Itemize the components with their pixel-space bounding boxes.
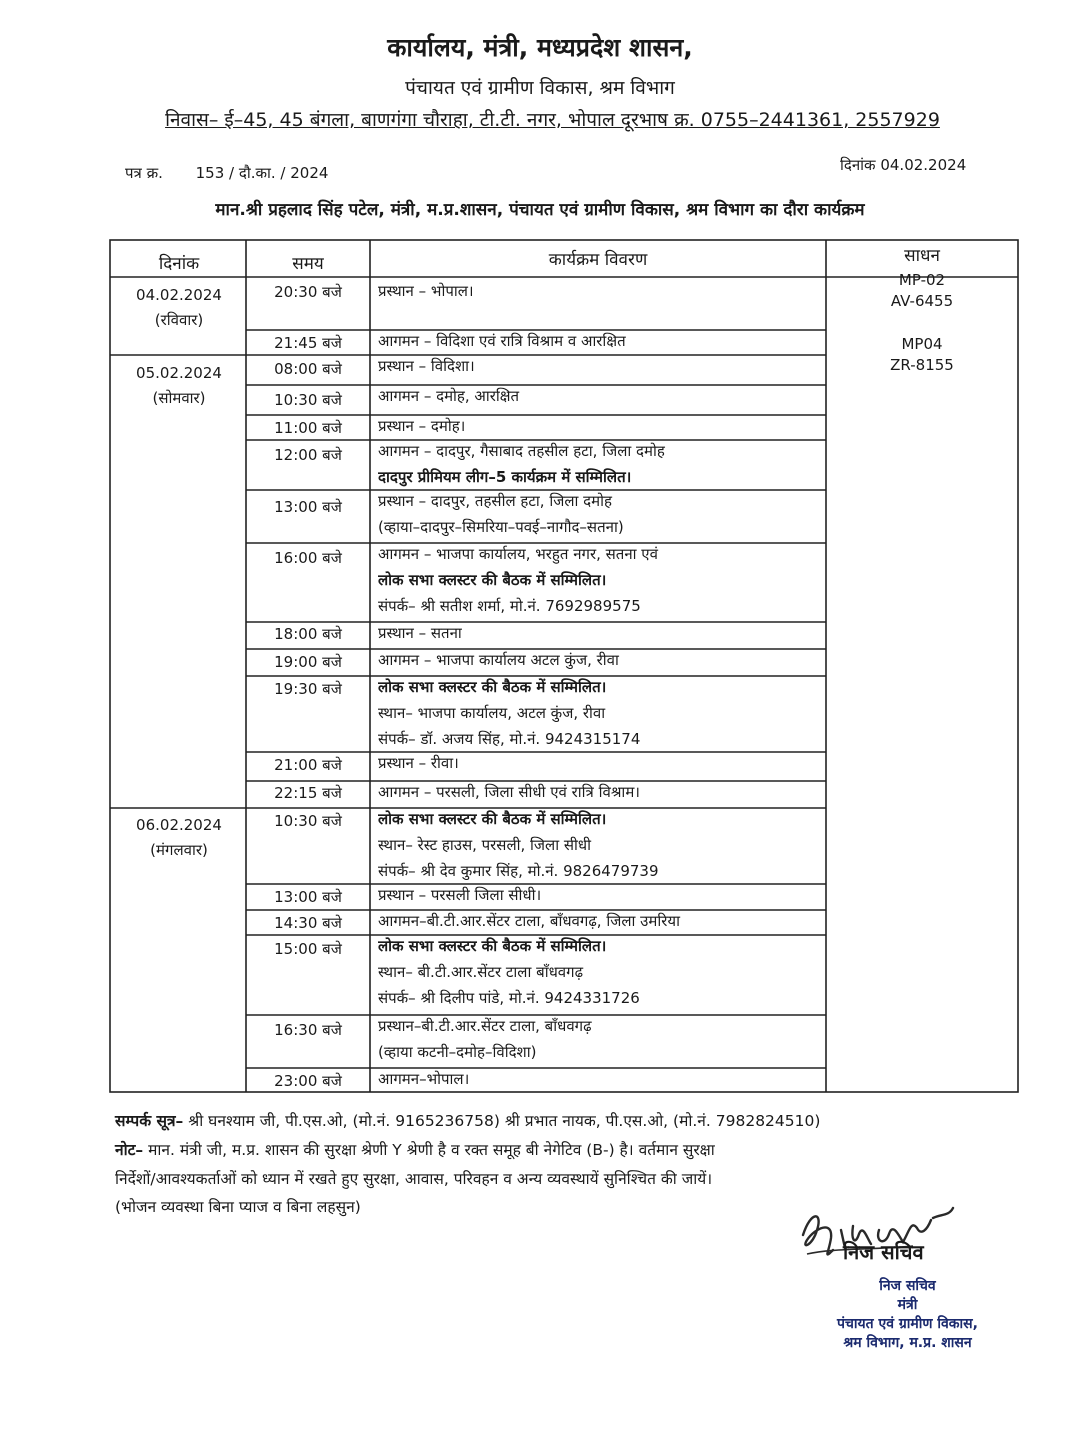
letter-date: दिनांक 04.02.2024 (840, 156, 967, 174)
row-time: 20:30 बजे (274, 283, 342, 301)
letter-subject: मान.श्री प्रहलाद सिंह पटेल, मंत्री, म.प्र.शासन, पंचायत एवं ग्रामीण विकास, श्रम विभाग का दौरा कार्यक्रम (215, 200, 865, 220)
note-line-1 (115, 1136, 1030, 1165)
stamp-line: निज सचिव (879, 1278, 936, 1294)
detail-line: संपर्क– डॉ. अजय सिंह, मो.नं. 9424315174 (378, 730, 641, 748)
detail-line: प्रस्थान – दमोह। (378, 417, 466, 435)
column-header-vehicle: साधन (904, 246, 940, 266)
row-details (378, 1013, 824, 1065)
detail-line: प्रस्थान – विदिशा। (378, 357, 475, 375)
detail-line: आगमन–भोपाल। (378, 1070, 470, 1088)
row-time: 16:00 बजे (274, 549, 342, 567)
row-time: 12:00 बजे (274, 446, 342, 464)
detail-line: स्थान– बी.टी.आर.सेंटर टाला बाँधवगढ़ (378, 963, 584, 981)
vehicle-cell-1 (826, 270, 1018, 312)
row-time: 19:30 बजे (274, 680, 342, 698)
row-details (378, 933, 824, 1011)
row-details (378, 908, 824, 934)
contact-text: श्री घनश्याम जी, पी.एस.ओ, (मो.नं. 9165236758) श्री प्रभात नायक, पी.एस.ओ, (मो.नं. 7982824510) (188, 1112, 821, 1130)
row-details (378, 647, 824, 673)
contact-line (115, 1107, 1030, 1136)
contact-label: सम्पर्क सूत्र– (115, 1112, 184, 1130)
row-details (378, 1066, 824, 1092)
day-weekday: (सोमवार) (152, 389, 206, 407)
row-time: 18:00 बजे (274, 625, 342, 643)
detail-line: संपर्क– श्री सतीश शर्मा, मो.नं. 7692989575 (378, 597, 641, 615)
row-details (378, 413, 824, 439)
detail-line: लोक सभा क्लस्टर की बैठक में सम्मिलित। (378, 678, 607, 696)
detail-line: स्थान– भाजपा कार्यालय, अटल कुंज, रीवा (378, 704, 606, 722)
row-time: 10:30 बजे (274, 391, 342, 409)
detail-line: प्रस्थान – परसली जिला सीधी। (378, 886, 542, 904)
day-weekday: (मंगलवार) (150, 841, 208, 859)
detail-line: प्रस्थान – सतना (378, 624, 462, 642)
day-date: 06.02.2024 (136, 816, 222, 834)
row-details (378, 882, 824, 908)
department-heading: पंचायत एवं ग्रामीण विकास, श्रम विभाग (405, 77, 675, 99)
row-details (378, 383, 824, 409)
row-time: 15:00 बजे (274, 940, 342, 958)
detail-line: प्रस्थान – भोपाल। (378, 282, 474, 300)
letter-number: 153 / दौ.का. / 2024 (195, 164, 329, 182)
vehicle-cell-2 (826, 334, 1018, 376)
vehicle-line: MP04 (901, 335, 943, 353)
detail-line: प्रस्थान – दादपुर, तहसील हटा, जिला दमोह (378, 492, 612, 510)
day-weekday: (रविवार) (154, 311, 204, 329)
detail-line: आगमन – विदिशा एवं रात्रि विश्राम व आरक्षित (378, 332, 626, 350)
detail-line: आगमन–बी.टी.आर.सेंटर टाला, बाँधवगढ़, जिला उमरिया (378, 912, 680, 930)
stamp-line: पंचायत एवं ग्रामीण विकास, (837, 1316, 978, 1332)
column-header-date: दिनांक (158, 254, 200, 274)
row-details (378, 674, 824, 752)
detail-line: स्थान– रेस्ट हाउस, परसली, जिला सीधी (378, 836, 592, 854)
detail-line: आगमन – दादपुर, गैसाबाद तहसील हटा, जिला दमोह (378, 442, 665, 460)
row-details (378, 353, 824, 379)
official-stamp (800, 1277, 1015, 1353)
detail-line: लोक सभा क्लस्टर की बैठक में सम्मिलित। (378, 571, 607, 589)
detail-line: प्रस्थान – रीवा। (378, 754, 459, 772)
detail-line: आगमन – परसली, जिला सीधी एवं रात्रि विश्राम। (378, 783, 640, 801)
row-details (378, 328, 824, 354)
day-cell-2 (112, 361, 246, 411)
stamp-line: मंत्री (897, 1297, 918, 1313)
column-header-time: समय (292, 254, 324, 274)
detail-line: प्रस्थान–बी.टी.आर.सेंटर टाला, बाँधवगढ़ (378, 1017, 592, 1035)
stamp-line: श्रम विभाग, म.प्र. शासन (843, 1335, 972, 1351)
row-time: 16:30 बजे (274, 1021, 342, 1039)
day-cell-3 (112, 813, 246, 863)
row-time: 14:30 बजे (274, 914, 342, 932)
letter-number-label: पत्र क्र. (125, 164, 163, 182)
office-heading: कार्यालय, मंत्री, मध्यप्रदेश शासन, (387, 33, 693, 62)
detail-line: संपर्क– श्री देव कुमार सिंह, मो.नं. 9826479739 (378, 862, 659, 880)
signature-title: निज सचिव (843, 1240, 924, 1264)
day-date: 04.02.2024 (136, 286, 222, 304)
detail-line: लोक सभा क्लस्टर की बैठक में सम्मिलित। (378, 937, 607, 955)
row-time: 13:00 बजे (274, 888, 342, 906)
note-label: नोट– (115, 1141, 144, 1159)
row-time: 08:00 बजे (274, 360, 342, 378)
note-text-1: मान. मंत्री जी, म.प्र. शासन की सुरक्षा श्रेणी Y श्रेणी है व रक्त समूह बी नेगेटिव (B-) है। वर्तमान सुरक्षा (148, 1141, 715, 1159)
row-details (378, 278, 824, 304)
row-details (378, 438, 824, 490)
row-time: 19:00 बजे (274, 653, 342, 671)
detail-line: (व्हाया–दादपुर–सिमरिया–पवई–नागौद–सतना) (378, 518, 624, 536)
note-line-2: निर्देशों/आवश्यकर्ताओं को ध्यान में रखते हुए सुरक्षा, आवास, परिवहन व अन्य व्यवस्थायें सुनिश्चित की जायें। (115, 1170, 713, 1188)
detail-line: आगमन – दमोह, आरक्षित (378, 387, 520, 405)
day-date: 05.02.2024 (136, 364, 222, 382)
row-details (378, 488, 824, 540)
row-time: 13:00 बजे (274, 498, 342, 516)
row-details (378, 779, 824, 805)
row-time: 10:30 बजे (274, 812, 342, 830)
row-time: 11:00 बजे (274, 419, 342, 437)
detail-line: आगमन – भाजपा कार्यालय अटल कुंज, रीवा (378, 651, 619, 669)
row-time: 21:45 बजे (274, 334, 342, 352)
vehicle-line: MP-02 (898, 271, 946, 289)
column-header-details: कार्यक्रम विवरण (548, 250, 648, 270)
row-time: 23:00 बजे (274, 1072, 342, 1090)
vehicle-line: ZR-8155 (890, 356, 954, 374)
vehicle-line: AV-6455 (890, 292, 954, 310)
detail-line: दादपुर प्रीमियम लीग–5 कार्यक्रम में सम्मिलित। (378, 468, 632, 486)
day-cell-1 (112, 283, 246, 333)
detail-line: संपर्क– श्री दिलीप पांडे, मो.नं. 9424331726 (378, 989, 640, 1007)
letter-reference (125, 163, 328, 183)
row-details (378, 750, 824, 776)
address-line: निवास– ई–45, 45 बंगला, बाणगंगा चौराहा, टी.टी. नगर, भोपाल दूरभाष क्र. 0755–2441361, 2557929 (165, 109, 940, 131)
detail-line: (व्हाया कटनी–दमोह–विदिशा) (378, 1043, 537, 1061)
detail-line: लोक सभा क्लस्टर की बैठक में सम्मिलित। (378, 810, 607, 828)
row-time: 22:15 बजे (274, 784, 342, 802)
row-details (378, 806, 824, 884)
detail-line: आगमन – भाजपा कार्यालय, भरहुत नगर, सतना एवं (378, 545, 658, 563)
row-details (378, 541, 824, 619)
row-details (378, 620, 824, 646)
note-line-3: (भोजन व्यवस्था बिना प्याज व बिना लहसुन) (115, 1198, 361, 1216)
row-time: 21:00 बजे (274, 756, 342, 774)
